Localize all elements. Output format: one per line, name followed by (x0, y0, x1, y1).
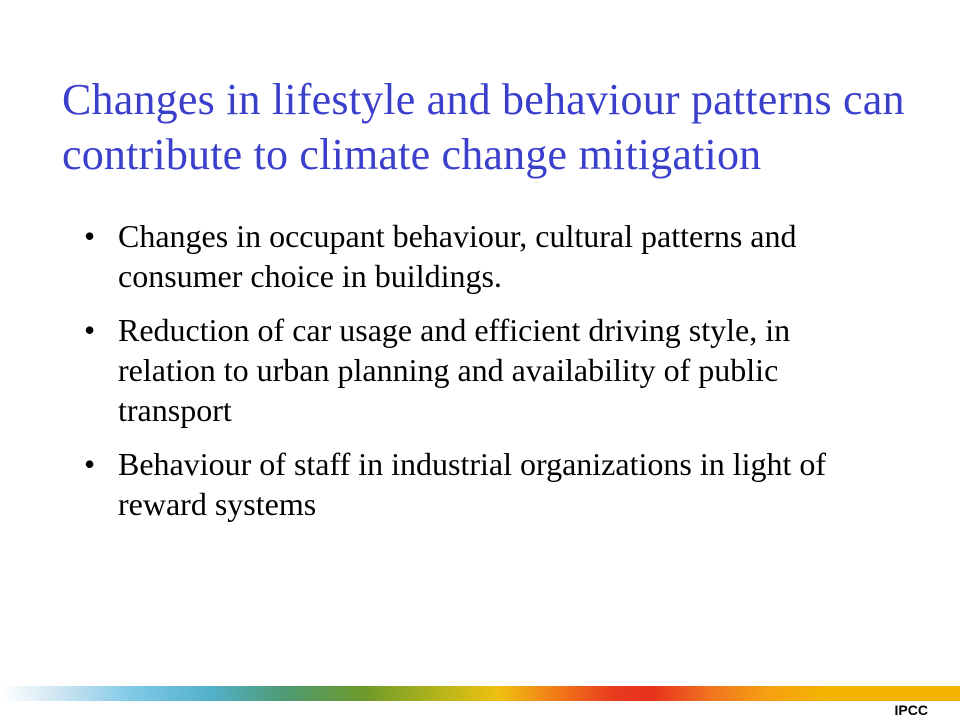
bullet-item (84, 310, 864, 430)
footer-logo-label: IPCC (894, 702, 928, 718)
bullet-text: Reduction of car usage and efficient driving style, in relation to urban planning and availability of public transport (118, 312, 791, 428)
footer-color-bar (0, 686, 960, 701)
bullet-text: Changes in occupant behaviour, cultural patterns and consumer choice in buildings. (118, 218, 797, 294)
bullet-dot-icon: • (84, 312, 96, 348)
bullet-dot-icon: • (84, 446, 96, 482)
bullet-list (84, 216, 864, 538)
bullet-item (84, 444, 864, 524)
bullet-text: Behaviour of staff in industrial organizations in light of reward systems (118, 446, 827, 522)
bullet-item (84, 216, 864, 296)
bullet-dot-icon: • (84, 218, 96, 254)
slide-title: Changes in lifestyle and behaviour patterns can contribute to climate change mitigation (62, 75, 905, 179)
